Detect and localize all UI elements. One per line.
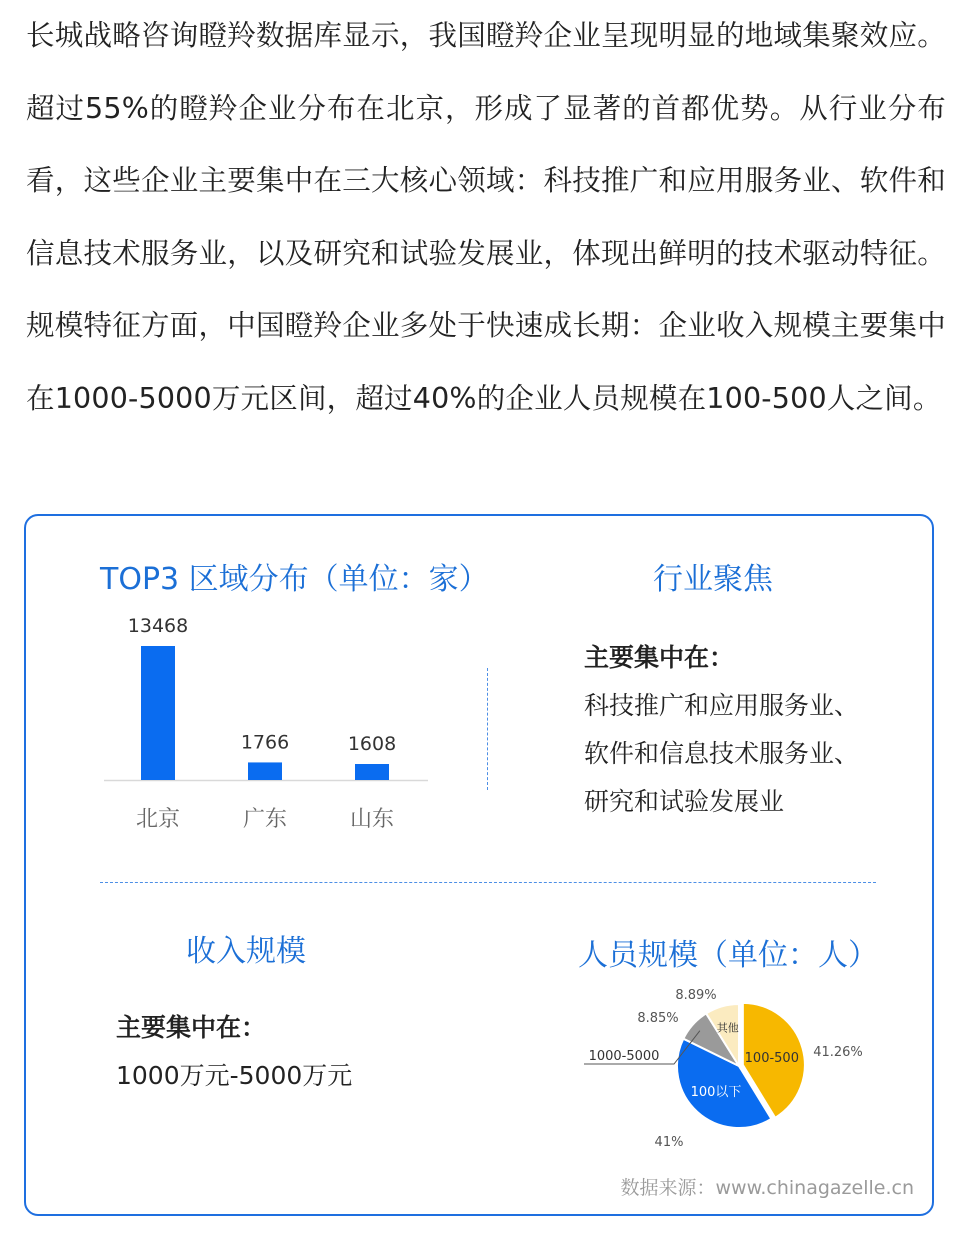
- pie-slice-label: 100-500: [744, 1050, 799, 1066]
- industry-line-1: 科技推广和应用服务业、: [584, 691, 860, 720]
- data-source: 数据来源：www.chinagazelle.cn: [620, 1177, 914, 1199]
- revenue-title: 收入规模: [186, 934, 306, 969]
- staff-pie-chart: [546, 964, 886, 1154]
- vertical-divider: [487, 668, 488, 790]
- bar-广东: [248, 762, 282, 780]
- industry-label: 主要集中在：: [584, 643, 735, 672]
- pie-value-label: 8.85%: [637, 1011, 679, 1026]
- region-bar-chart: [96, 604, 436, 844]
- infographic-card: [24, 514, 934, 1216]
- bar-北京: [141, 646, 175, 780]
- intro-paragraph: 长城战略咨询瞪羚数据库显示，我国瞪羚企业呈现明显的地域集聚效应。超过55%的瞪羚企业分布在北京，形成了显著的首都优势。从行业分布看，这些企业主要集中在三大核心领域：科技推广和应用服务业、软件和信息技术服务业，以及研究和试验发展业，体现出鲜明的技术驱动特征。规模特征方面，中国瞪羚企业多处于快速成长期：企业收入规模主要集中在1000-5000万元区间，超过40%的企业人员规模在100-500人之间。: [26, 19, 946, 415]
- bar-category-label: 山东: [349, 807, 395, 832]
- pie-value-label: 41%: [654, 1135, 684, 1150]
- pie-value-label: 41.26%: [813, 1045, 863, 1060]
- bar-category-label: 北京: [135, 807, 181, 832]
- industry-title: 行业聚焦: [653, 562, 773, 597]
- horizontal-divider: [100, 882, 876, 883]
- pie-slice-label: 其他: [716, 1021, 739, 1035]
- bar-山东: [355, 764, 389, 780]
- staff-chart-title: 人员规模（单位：人）: [578, 938, 878, 973]
- bar-value-label: 13468: [127, 615, 189, 637]
- revenue-value: 1000万元-5000万元: [116, 1061, 353, 1090]
- pie-slice-label: 1000-5000: [588, 1049, 660, 1064]
- revenue-label: 主要集中在：: [116, 1013, 267, 1042]
- pie-slice-label: 100以下: [690, 1085, 742, 1101]
- region-chart-title: TOP3 区域分布（单位：家）: [100, 562, 489, 597]
- bar-category-label: 广东: [242, 807, 288, 832]
- industry-line-2: 软件和信息技术服务业、: [584, 739, 860, 768]
- pie-value-label: 8.89%: [675, 988, 717, 1003]
- industry-line-3: 研究和试验发展业: [584, 787, 785, 816]
- bar-value-label: 1608: [347, 733, 397, 756]
- bar-value-label: 1766: [240, 731, 290, 754]
